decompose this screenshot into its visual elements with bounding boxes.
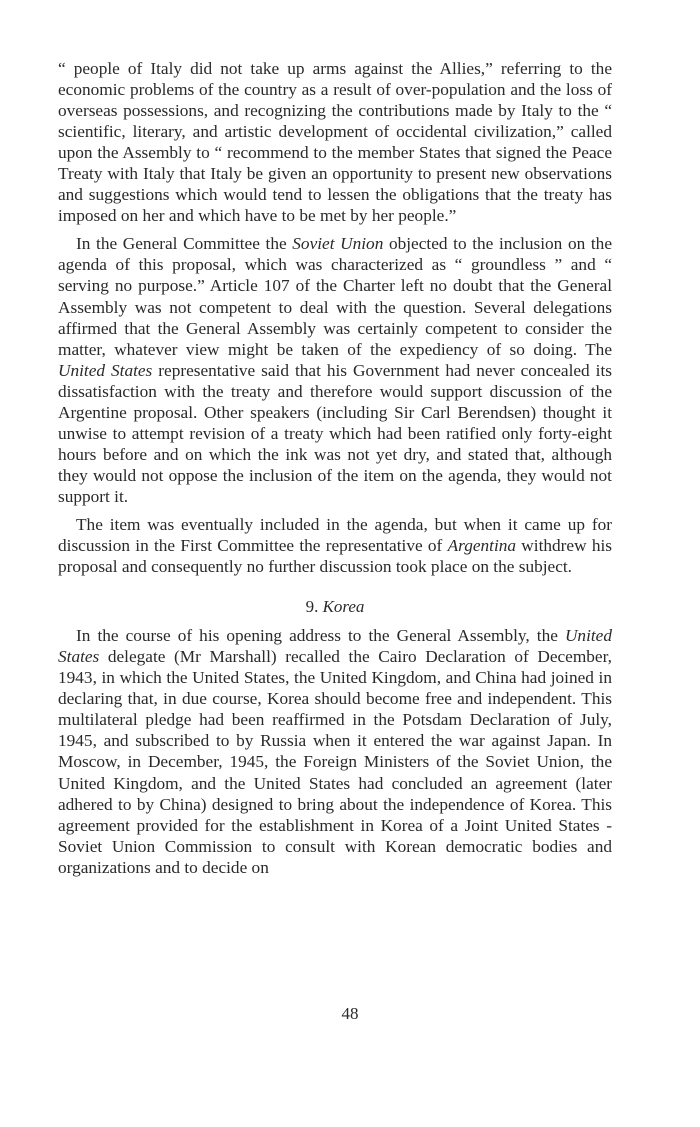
emphasis-argentina: Argentina [447, 536, 517, 556]
paragraph-text: The item was eventually included in the agenda, but when it came up for discussion in the First Committee the representative of [58, 514, 612, 556]
document-body [58, 58, 612, 878]
paragraph-item-included [58, 514, 612, 577]
paragraph-text: In the General Committee the [76, 234, 293, 254]
emphasis-united-states: United States [58, 360, 153, 380]
page-number: 48 [341, 1004, 359, 1023]
paragraph-general-committee [58, 233, 612, 507]
section-title: Korea [322, 597, 365, 617]
paragraph-text: In the course of his opening address to the General Assembly, the [76, 626, 565, 646]
paragraph-text: delegate (Mr Marshall) recalled the Cairo Declaration of December, 1943, in which the United States, the United Kingdom, and China had joined in declaring that, in due course, Korea should become free and independent. This multilateral pledge had been reaffirmed in the Potsdam Declaration of July, 1945, and subscribed to by Russia when it entered the war against Japan. In Moscow, in December, 1945, the Foreign Ministers of the Soviet Union, the United Kingdom, and the United States had concluded an agreement (later adhered to by China) designed to bring about the independence of Korea. This agreement provided for the establishment in Korea of a Joint United States - Soviet Union Commission to consult with Korean democratic bodies and organizations and to decide on [58, 647, 612, 877]
paragraph-text: objected to the inclusion on the agenda of this proposal, which was characterized as “ groundless ” and “ serving no purpose.” Article 107 of the Charter left no doubt that the General Assembly was not competent to deal with the question. Several delegations affirmed that the General Assembly was certainly competent to consider the matter, whatever view might be taken of the expediency of so doing. The [58, 234, 612, 359]
paragraph-text: representative said that his Government had never concealed its dissatisfaction with the treaty and therefore would support discussion of the Argentine proposal. Other speakers (including Sir Carl Berendsen) thought it unwise to attempt revision of a treaty which had been ratified only forty-eight hours before and on which the ink was not yet dry, and stated that, although they would not oppose the inclusion of the item on the agenda, they would not support it. [58, 360, 612, 506]
emphasis-united-states: United States [58, 626, 612, 667]
paragraph-italy-quote: “ people of Italy did not take up arms against the Allies,” referring to the economic problems of the country as a result of over-population and the loss of overseas possessions, and recognizing the contributions made by Italy to the “ scientific, literary, and artistic development of occidental civilization,” called upon the Assembly to “ recommend to the member States that signed the Peace Treaty with Italy that Italy be given an opportunity to present new observations and suggestions which would tend to lessen the obligations that the treaty has imposed on her and which have to be met by her people.” [58, 59, 612, 226]
emphasis-soviet-union: Soviet Union [292, 234, 384, 254]
section-heading [58, 596, 612, 617]
paragraph-text: withdrew his proposal and consequently no further discussion took place on the subject. [58, 536, 613, 577]
paragraph-korea [58, 625, 612, 878]
section-number: 9. [305, 597, 319, 617]
